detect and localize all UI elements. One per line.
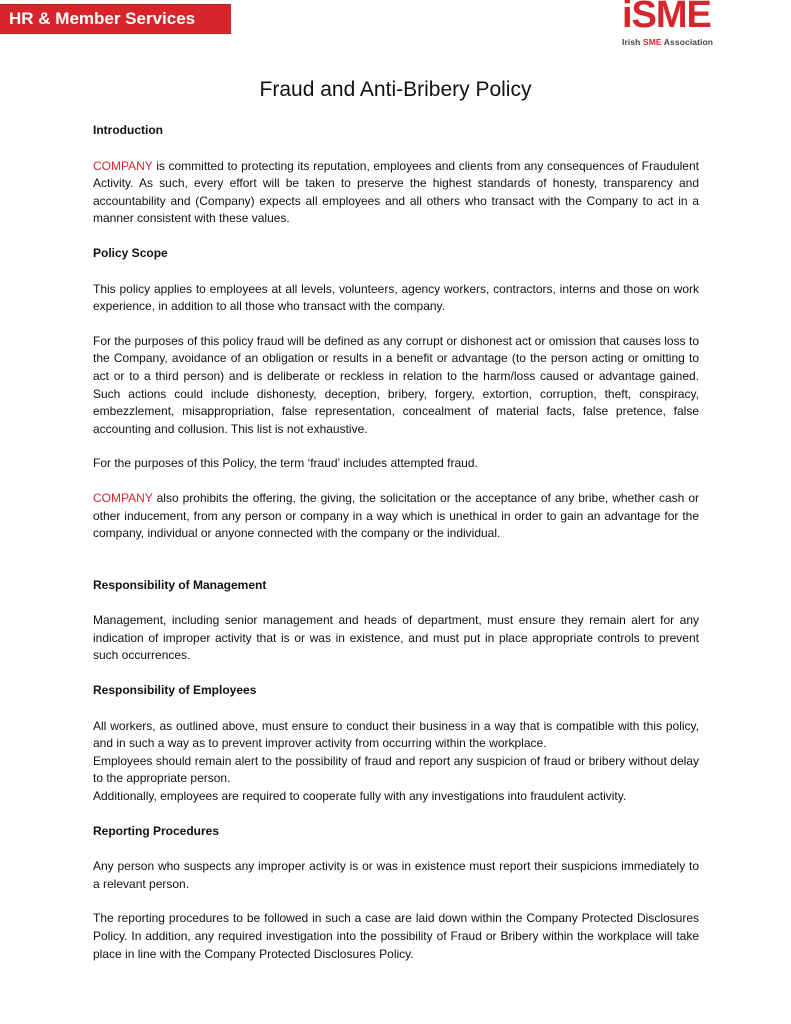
reporting-paragraph-2: The reporting procedures to be followed in such a case are laid down within the Company Protected Disclosures Policy. In addition, any required investigation into the possibility of Fraud or Bribery within the workplace will take place in line with the Company Protected Disclosures Policy. (93, 911, 699, 961)
employees-paragraph-2: Employees should remain alert to the possibility of fraud and report any suspicion of fraud or bribery without delay to the appropriate person. (93, 753, 699, 786)
document-body (93, 122, 699, 963)
intro-paragraph-text: is committed to protecting its reputation, employees and clients from any consequences of Fraudulent Activity. As such, every effort will be taken to preserve the highest standards of honesty, transparency and accountability and (Company) expects all employees and all others who transact with the Company to act in a manner consistent with these values. (93, 158, 699, 226)
scope-paragraph-1: This policy applies to employees at all levels, volunteers, agency workers, contractors, interns and those on work experience, in addition to all those who transact with the company. (93, 281, 699, 314)
scope-paragraph-2: For the purposes of this policy fraud will be defined as any corrupt or dishonest act or omission that causes loss to the Company, avoidance of an obligation or results in a benefit or advantage (to the person acting or omitting to act or to a third person) and is deliberate or reckless in relation to the harm/loss caused or advantage gained. Such actions could include dishonesty, deception, bribery, forgery, extortion, corruption, theft, conspiracy, embezzlement, misappropriation, false representation, concealment of material facts, false pretence, false accounting and collusion. This list is not exhaustive. (93, 333, 699, 436)
hr-member-services-banner: HR & Member Services (0, 4, 231, 34)
company-placeholder: COMPANY (93, 490, 153, 505)
intro-paragraph (93, 158, 699, 228)
section-heading-introduction: Introduction (93, 123, 163, 137)
employees-paragraph-3: Additionally, employees are required to cooperate fully with any investigations into fraudulent activity. (93, 789, 627, 804)
logo-mark: iSME (622, 0, 711, 36)
isme-logo (622, 0, 726, 50)
section-heading-responsibility-of-employees: Responsibility of Employees (93, 683, 257, 698)
logo-sub-sme: SME (642, 37, 662, 47)
logo-subtitle (622, 37, 713, 47)
logo-sub-suffix: Association (661, 37, 714, 47)
scope-paragraph-4 (93, 490, 699, 543)
employees-paragraph-1: All workers, as outlined above, must ensure to conduct their business in a way that is compatible with this policy, and in such a way as to prevent improver activity from occurring within the workplace. (93, 718, 699, 751)
scope-paragraph-4-text: also prohibits the offering, the giving, the solicitation or the acceptance of any bribe, whether cash or other inducement, from any person or company in a way which is unethical in order to gain an advantage for the company, individual or anyone connected with the company or the individual. (93, 490, 699, 541)
reporting-paragraph-1: Any person who suspects any improper activity is or was in existence must report their suspicions immediately to a relevant person. (93, 859, 699, 891)
section-heading-responsibility-of-management: Responsibility of Management (93, 577, 267, 592)
logo-sub-prefix: Irish (622, 37, 643, 47)
scope-paragraph-3: For the purposes of this Policy, the term ‘fraud’ includes attempted fraud. (93, 456, 478, 471)
section-heading-reporting-procedures: Reporting Procedures (93, 823, 220, 838)
section-heading-policy-scope: Policy Scope (93, 245, 168, 260)
company-placeholder: COMPANY (93, 158, 153, 173)
page-title: Fraud and Anti-Bribery Policy (259, 78, 532, 101)
management-paragraph: Management, including senior management and heads of department, must ensure they remain alert for any indication of improper activity that is or was in existence, and must put in place appropriate controls to prevent such occurrences. (93, 613, 699, 663)
